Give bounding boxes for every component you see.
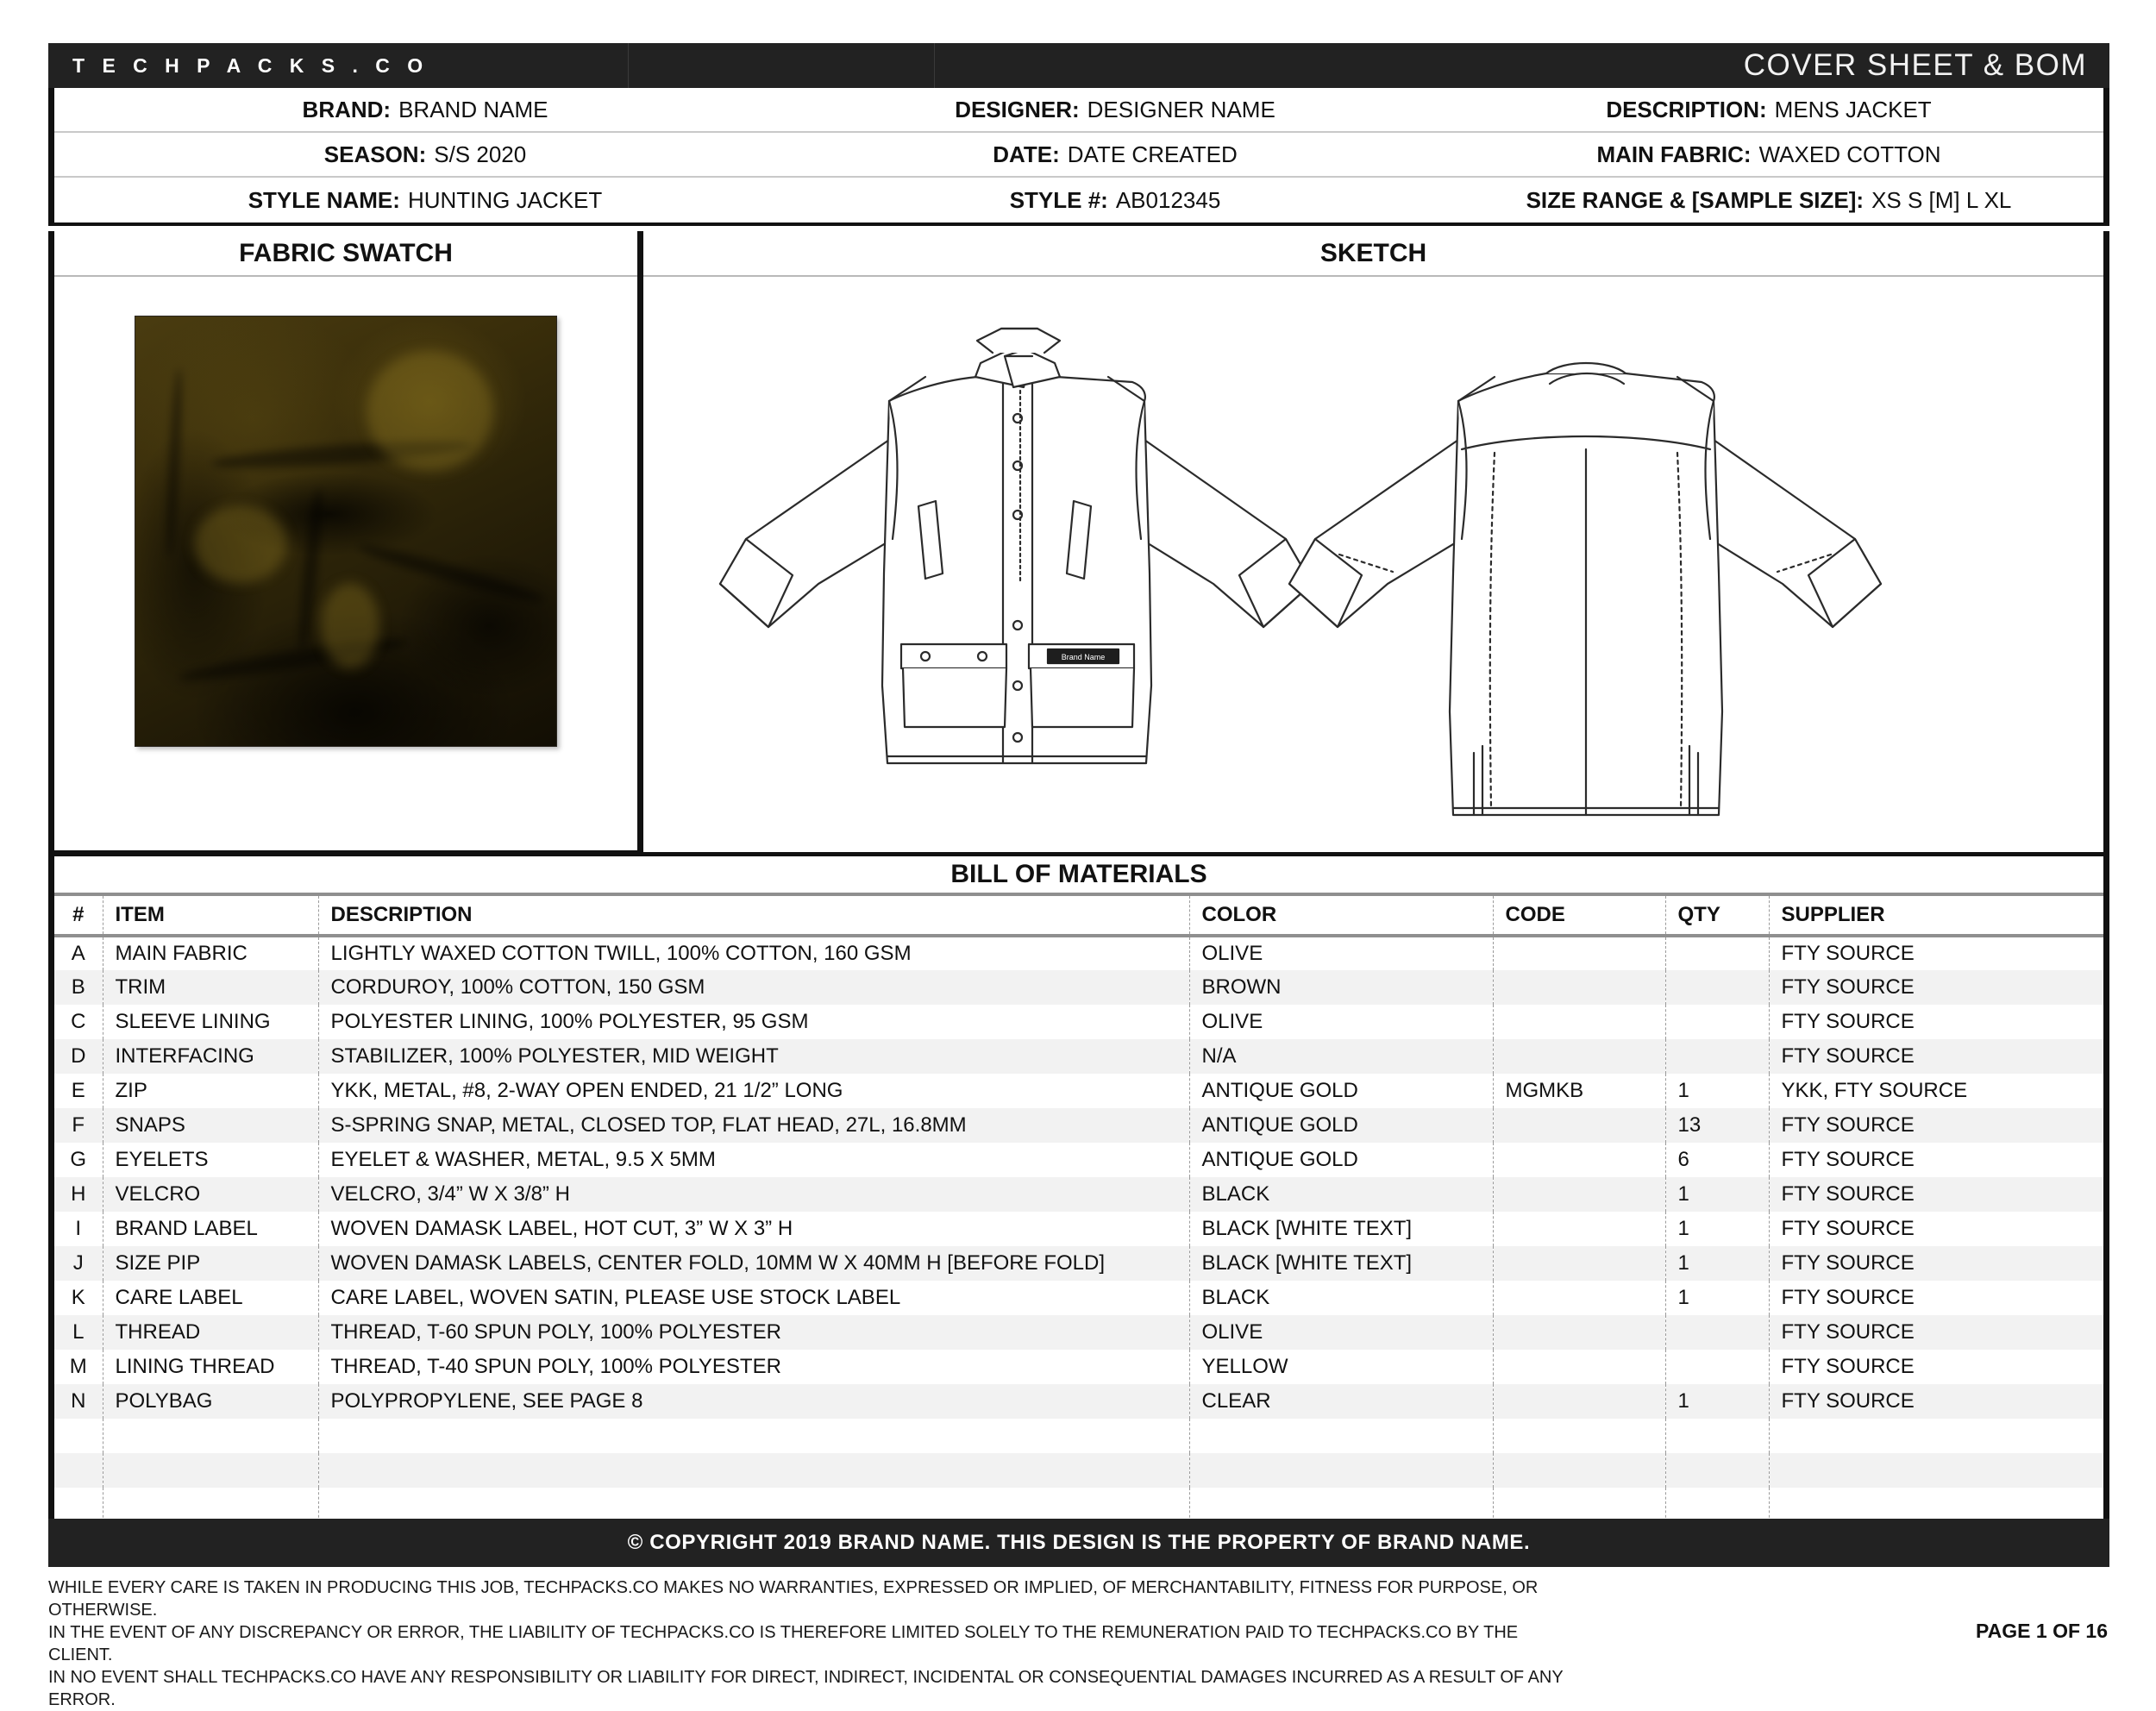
spec-info-grid (48, 88, 2109, 226)
bom-cell-num: B (54, 970, 103, 1005)
bom-cell-qty (1665, 1419, 1769, 1453)
table-row (54, 1246, 2103, 1281)
bom-cell-num: L (54, 1315, 103, 1350)
bom-empty-row (54, 1453, 2103, 1488)
table-row (54, 1384, 2103, 1419)
field-size-range-value: XS S [M] L XL (1871, 186, 2012, 213)
disclaimer-text (48, 1576, 1583, 1711)
bom-cell-qty: 1 (1665, 1246, 1769, 1281)
bom-cell-code (1493, 1315, 1665, 1350)
bom-cell-supplier: FTY SOURCE (1769, 1177, 2103, 1212)
bill-of-materials-section (48, 856, 2109, 1522)
table-row (54, 1281, 2103, 1315)
table-row (54, 1039, 2103, 1074)
bom-cell-code (1493, 1177, 1665, 1212)
bom-cell-code (1493, 1281, 1665, 1315)
bom-cell-desc: EYELET & WASHER, METAL, 9.5 X 5MM (318, 1143, 1189, 1177)
disclaimer-line-3: IN NO EVENT SHALL TECHPACKS.CO HAVE ANY RESPONSIBILITY OR LIABILITY FOR DIRECT, INDIRECT, INCIDENTAL OR CONSEQUENTIAL DAMAGES INCURRED AS A RESULT OF ANY ERROR. (48, 1668, 1564, 1709)
bom-cell-desc: CORDUROY, 100% COTTON, 150 GSM (318, 970, 1189, 1005)
bom-cell-item: TRIM (103, 970, 318, 1005)
jacket-front-view (720, 329, 1312, 763)
bom-cell-qty: 1 (1665, 1281, 1769, 1315)
bom-cell-code (1493, 1488, 1665, 1522)
bom-cell-item: BRAND LABEL (103, 1212, 318, 1246)
bom-cell-color: OLIVE (1189, 936, 1493, 970)
bom-cell-num: I (54, 1212, 103, 1246)
table-row (54, 1315, 2103, 1350)
bom-col-qty: QTY (1665, 896, 1769, 936)
bom-cell-code: MGMKB (1493, 1074, 1665, 1108)
info-row-1 (54, 88, 2103, 133)
bom-cell-code (1493, 936, 1665, 970)
sketch-brand-label-text: Brand Name (1061, 652, 1105, 661)
field-style-name-label: STYLE NAME: (248, 186, 400, 213)
bom-cell-supplier: FTY SOURCE (1769, 1315, 2103, 1350)
bom-cell-qty: 1 (1665, 1074, 1769, 1108)
bom-cell-item: POLYBAG (103, 1384, 318, 1419)
field-season-value: S/S 2020 (434, 141, 527, 167)
bom-cell-num (54, 1488, 103, 1522)
bom-cell-code (1493, 1453, 1665, 1488)
bom-cell-qty (1665, 1453, 1769, 1488)
bom-cell-num: N (54, 1384, 103, 1419)
bom-cell-desc: CARE LABEL, WOVEN SATIN, PLEASE USE STOCK LABEL (318, 1281, 1189, 1315)
bom-cell-color: YELLOW (1189, 1350, 1493, 1384)
table-row (54, 936, 2103, 970)
bom-cell-supplier: FTY SOURCE (1781, 1010, 1915, 1033)
bom-col-color: COLOR (1189, 896, 1493, 936)
field-size-range (1434, 178, 2103, 222)
bom-table-head (54, 896, 2103, 936)
bom-cell-qty (1665, 936, 1769, 970)
bom-cell-code (1493, 1350, 1665, 1384)
bom-cell-num: E (54, 1074, 103, 1108)
bom-cell-desc: VELCRO, 3/4” W X 3/8” H (318, 1177, 1189, 1212)
bom-cell-supplier: FTY SOURCE (1769, 970, 2103, 1005)
bom-cell-color: OLIVE (1189, 1005, 1493, 1039)
bom-empty-row (54, 1419, 2103, 1453)
bom-cell-supplier: FTY SOURCE (1781, 1355, 1915, 1378)
bom-cell-item (103, 1453, 318, 1488)
bom-cell-qty (1665, 1350, 1769, 1384)
field-season (54, 133, 796, 176)
field-designer (796, 88, 1434, 131)
bom-cell-qty: 6 (1665, 1143, 1769, 1177)
bom-cell-color: N/A (1189, 1039, 1493, 1074)
bom-col-item: ITEM (103, 896, 318, 936)
field-date-value: DATE CREATED (1067, 141, 1238, 167)
table-row (54, 1108, 2103, 1143)
bom-cell-num (54, 1453, 103, 1488)
jacket-technical-flat-svg (667, 280, 2081, 849)
page-header-bar (48, 43, 2109, 88)
info-row-2 (54, 133, 2103, 178)
disclaimer-line-2: IN THE EVENT OF ANY DISCREPANCY OR ERROR, THE LIABILITY OF TECHPACKS.CO IS THEREFORE LIMITED SOLELY TO THE REMUNERATION PAID TO TECHPACKS.CO BY THE CLIENT. (48, 1623, 1519, 1664)
bom-cell-color: BLACK [WHITE TEXT] (1189, 1212, 1493, 1246)
bom-cell-desc: S-SPRING SNAP, METAL, CLOSED TOP, FLAT HEAD, 27L, 16.8MM (318, 1108, 1189, 1143)
bom-cell-desc: WOVEN DAMASK LABELS, CENTER FOLD, 10MM W X 40MM H [BEFORE FOLD] (318, 1246, 1189, 1281)
bom-cell-code (1493, 1384, 1665, 1419)
field-brand-label: BRAND: (302, 96, 392, 122)
bom-cell-supplier: YKK, FTY SOURCE (1781, 1079, 1968, 1102)
disclaimer-line-1: WHILE EVERY CARE IS TAKEN IN PRODUCING THIS JOB, TECHPACKS.CO MAKES NO WARRANTIES, EXPRESSED OR IMPLIED, OF MERCHANTABILITY, FITNESS FOR PURPOSE, OR OTHERWISE. (48, 1578, 1539, 1620)
bom-cell-num: C (54, 1005, 103, 1039)
bom-cell-item: SIZE PIP (103, 1246, 318, 1281)
bom-cell-num: K (54, 1281, 103, 1315)
bom-cell-qty (1665, 1315, 1769, 1350)
bom-cell-num: J (54, 1246, 103, 1281)
field-style-name-value: HUNTING JACKET (407, 186, 603, 213)
bom-cell-qty (1665, 1005, 1769, 1039)
bom-cell-supplier (1769, 1453, 2103, 1488)
field-style-number-value: AB012345 (1115, 186, 1221, 213)
bom-cell-qty: 1 (1665, 1212, 1769, 1246)
bom-cell-color: CLEAR (1189, 1384, 1493, 1419)
bom-cell-item: VELCRO (103, 1177, 318, 1212)
bom-col-code: CODE (1493, 896, 1665, 936)
bom-cell-item: SLEEVE LINING (103, 1005, 318, 1039)
field-main-fabric (1434, 133, 2103, 176)
bom-cell-code (1493, 1419, 1665, 1453)
bom-cell-desc: WOVEN DAMASK LABEL, HOT CUT, 3” W X 3” H (318, 1212, 1189, 1246)
field-style-number (796, 178, 1434, 222)
bom-col-number: # (54, 896, 103, 936)
bom-cell-num: F (54, 1108, 103, 1143)
bom-table (54, 896, 2103, 1522)
bom-cell-color: BLACK (1189, 1281, 1493, 1315)
fabric-swatch-heading: FABRIC SWATCH (54, 231, 637, 277)
bom-cell-color: OLIVE (1189, 1315, 1493, 1350)
bom-cell-item: ZIP (103, 1074, 318, 1108)
bom-col-description: DESCRIPTION (318, 896, 1189, 936)
bom-cell-color: BLACK [WHITE TEXT] (1189, 1246, 1493, 1281)
bom-cell-supplier: FTY SOURCE (1769, 1384, 2103, 1419)
bom-cell-code (1493, 1005, 1665, 1039)
bom-cell-supplier: FTY SOURCE (1769, 1039, 2103, 1074)
bom-cell-supplier: FTY SOURCE (1769, 1108, 2103, 1143)
bom-cell-qty: 1 (1665, 1177, 1769, 1212)
bom-cell-code (1493, 1143, 1665, 1177)
bom-cell-desc: POLYESTER LINING, 100% POLYESTER, 95 GSM (318, 1005, 1189, 1039)
sketch-body (643, 277, 2103, 852)
sketch-heading: SKETCH (643, 231, 2103, 277)
bom-cell-color (1189, 1453, 1493, 1488)
bom-cell-num: H (54, 1177, 103, 1212)
page-number: PAGE 1 OF 16 (1976, 1620, 2108, 1642)
bom-empty-row (54, 1488, 2103, 1522)
table-row (54, 1350, 2103, 1384)
bom-cell-desc: THREAD, T-60 SPUN POLY, 100% POLYESTER (318, 1315, 1189, 1350)
bom-cell-code (1493, 1108, 1665, 1143)
bom-cell-desc: POLYPROPYLENE, SEE PAGE 8 (318, 1384, 1189, 1419)
header-divider-1 (628, 43, 934, 88)
bom-cell-qty (1665, 970, 1769, 1005)
field-season-label: SEASON: (323, 141, 427, 167)
field-size-range-label: SIZE RANGE & [SAMPLE SIZE]: (1526, 186, 1865, 213)
field-description-label: DESCRIPTION: (1606, 96, 1767, 122)
bom-cell-supplier: FTY SOURCE (1781, 1148, 1915, 1171)
bom-cell-desc (318, 1419, 1189, 1453)
jacket-back-view (1289, 363, 1881, 815)
bom-cell-item (103, 1488, 318, 1522)
field-style-number-label: STYLE #: (1009, 186, 1108, 213)
bom-cell-supplier: FTY SOURCE (1781, 1217, 1915, 1240)
bom-cell-color (1189, 1419, 1493, 1453)
bom-cell-item: THREAD (103, 1315, 318, 1350)
bom-cell-supplier (1769, 1488, 2103, 1522)
field-brand (54, 88, 796, 131)
table-row (54, 1143, 2103, 1177)
bom-cell-desc: STABILIZER, 100% POLYESTER, MID WEIGHT (318, 1039, 1189, 1074)
bom-cell-supplier: FTY SOURCE (1781, 1286, 1915, 1309)
field-description-value: MENS JACKET (1774, 96, 1932, 122)
bom-cell-code (1493, 1212, 1665, 1246)
bom-cell-color: ANTIQUE GOLD (1189, 1108, 1493, 1143)
bom-cell-num: A (54, 936, 103, 970)
bom-cell-item: CARE LABEL (103, 1281, 318, 1315)
bom-cell-qty (1665, 1488, 1769, 1522)
bom-cell-num: M (54, 1350, 103, 1384)
visual-panels (48, 231, 2109, 856)
table-row (54, 1074, 2103, 1108)
bom-cell-color: BROWN (1189, 970, 1493, 1005)
bom-cell-item: EYELETS (103, 1143, 318, 1177)
field-description (1434, 88, 2103, 131)
bom-cell-qty: 1 (1665, 1384, 1769, 1419)
sketch-panel (643, 231, 2109, 856)
bom-cell-code (1493, 970, 1665, 1005)
bom-cell-desc (318, 1488, 1189, 1522)
bom-cell-desc: LIGHTLY WAXED COTTON TWILL, 100% COTTON, 160 GSM (318, 936, 1189, 970)
bom-table-body (54, 936, 2103, 1522)
bom-cell-num (54, 1419, 103, 1453)
bom-cell-code (1493, 1246, 1665, 1281)
table-row (54, 970, 2103, 1005)
bom-cell-num: D (54, 1039, 103, 1074)
bom-cell-supplier (1769, 1419, 2103, 1453)
bom-heading: BILL OF MATERIALS (54, 856, 2103, 896)
field-main-fabric-label: MAIN FABRIC: (1596, 141, 1752, 167)
fabric-swatch-body (54, 277, 637, 850)
bom-cell-color: BLACK (1189, 1177, 1493, 1212)
field-date-label: DATE: (993, 141, 1060, 167)
bom-cell-desc: YKK, METAL, #8, 2-WAY OPEN ENDED, 21 1/2” LONG (318, 1074, 1189, 1108)
bom-cell-item: SNAPS (103, 1108, 318, 1143)
fabric-swatch-image (135, 316, 557, 747)
bom-col-supplier: SUPPLIER (1781, 903, 1885, 926)
bom-cell-desc (318, 1453, 1189, 1488)
table-row (54, 1212, 2103, 1246)
bom-cell-item (103, 1419, 318, 1453)
bom-cell-item: INTERFACING (103, 1039, 318, 1074)
field-designer-label: DESIGNER: (955, 96, 1080, 122)
table-row (54, 1005, 2103, 1039)
bom-cell-item: MAIN FABRIC (103, 936, 318, 970)
field-date (796, 133, 1434, 176)
table-row (54, 1177, 2103, 1212)
bom-cell-supplier: FTY SOURCE (1769, 1246, 2103, 1281)
bom-header-row (54, 896, 2103, 936)
fabric-swatch-panel (48, 231, 643, 856)
field-designer-value: DESIGNER NAME (1087, 96, 1275, 122)
bom-cell-supplier: FTY SOURCE (1781, 942, 1915, 965)
copyright-bar: © COPYRIGHT 2019 BRAND NAME. THIS DESIGN IS THE PROPERTY OF BRAND NAME. (48, 1519, 2109, 1567)
field-main-fabric-value: WAXED COTTON (1758, 141, 1941, 167)
bom-cell-num: G (54, 1143, 103, 1177)
field-style-name (54, 178, 796, 222)
bom-cell-qty (1665, 1039, 1769, 1074)
bom-cell-color: ANTIQUE GOLD (1189, 1074, 1493, 1108)
bom-cell-desc: THREAD, T-40 SPUN POLY, 100% POLYESTER (318, 1350, 1189, 1384)
bom-cell-qty: 13 (1665, 1108, 1769, 1143)
field-brand-value: BRAND NAME (398, 96, 548, 122)
page-title: COVER SHEET & BOM (934, 43, 2109, 88)
bom-cell-color: ANTIQUE GOLD (1189, 1143, 1493, 1177)
bom-cell-code (1493, 1039, 1665, 1074)
bom-cell-item: LINING THREAD (103, 1350, 318, 1384)
info-row-3 (54, 178, 2103, 222)
brand-logo: T E C H P A C K S . C O (72, 53, 429, 77)
sketch-illustrations (643, 277, 2103, 852)
bom-cell-color (1189, 1488, 1493, 1522)
